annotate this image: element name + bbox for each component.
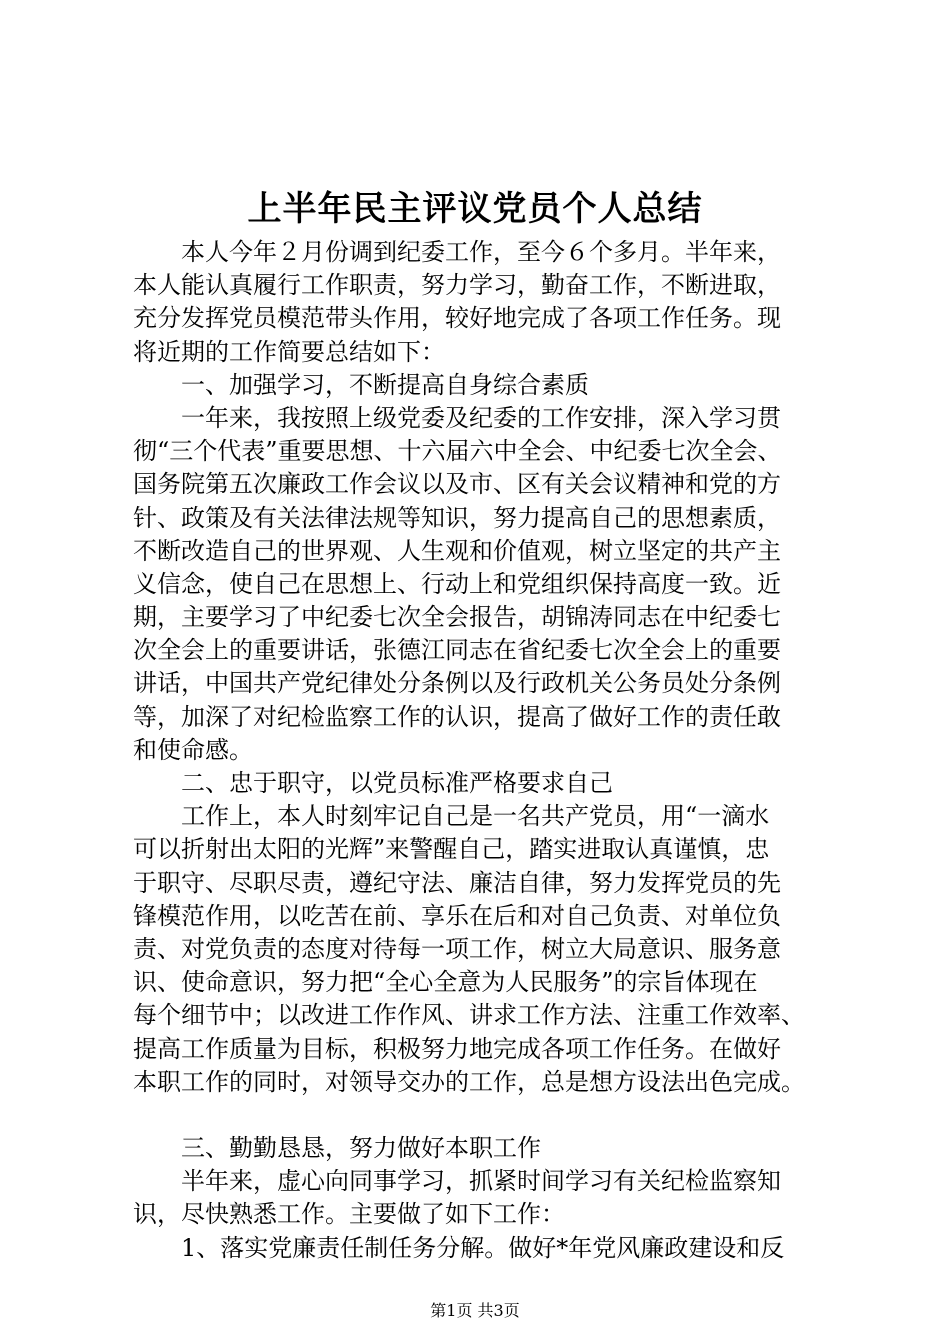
text-line: 三、勤勤恳恳，努力做好本职工作 (133, 1134, 541, 1163)
text-line: 可以折射出太阳的光辉”来警醒自己，踏实进取认真谨慎，忠 (133, 835, 770, 864)
text-line: 本人能认真履行工作职责，努力学习，勤奋工作，不断进取， (133, 271, 781, 300)
text-line: 二、忠于职守，以党员标准严格要求自己 (133, 769, 613, 797)
text-line: 针、政策及有关法律法规等知识，努力提高自己的思想素质， (133, 503, 781, 532)
document-title: 上半年民主评议党员个人总结 (247, 189, 703, 229)
text-line: 识、使命意识，努力把“全心全意为人民服务”的宗旨体现在 (133, 968, 758, 997)
text-line: 一年来，我按照上级党委及纪委的工作安排，深入学习贯 (133, 403, 781, 432)
text-line: 本人今年２月份调到纪委工作，至今６个多月。半年来， (133, 238, 781, 266)
text-line: 彻“三个代表”重要思想、十六届六中全会、中纪委七次全会、 (133, 437, 782, 466)
text-line (133, 1099, 848, 1132)
document-body (133, 236, 848, 1265)
text-line: 责、对党负责的态度对待每一项工作，树立大局意识、服务意 (133, 934, 781, 963)
text-line: 等，加深了对纪检监察工作的认识，提高了做好工作的责任敢 (133, 702, 781, 731)
text-line: 义信念，使自己在思想上、行动上和党组织保持高度一致。近 (133, 569, 781, 598)
text-line: 工作上，本人时刻牢记自己是一名共产党员，用“一滴水 (133, 802, 770, 831)
text-line: 充分发挥党员模范带头作用，较好地完成了各项工作任务。现 (133, 304, 781, 333)
text-line: 每个细节中；以改进工作作风、讲求工作方法、注重工作效率、 (133, 1001, 805, 1030)
text-line: 于职守、尽职尽责，遵纪守法、廉洁自律，努力发挥党员的先 (133, 868, 781, 897)
text-line: 识，尽快熟悉工作。主要做了如下工作： (133, 1200, 565, 1229)
text-line: 本职工作的同时，对领导交办的工作，总是想方设法出色完成。 (133, 1067, 805, 1096)
page-footer: 第1页 共3页 (430, 1301, 520, 1320)
text-line: 1、落实党廉责任制任务分解。做好*年党风廉政建设和反 (133, 1233, 785, 1262)
text-line: 将近期的工作简要总结如下： (133, 337, 445, 366)
text-line: 次全会上的重要讲话，张德江同志在省纪委七次全会上的重要 (133, 636, 781, 665)
text-line: 国务院第五次廉政工作会议以及市、区有关会议精神和党的方 (133, 470, 781, 499)
text-line: 期，主要学习了中纪委七次全会报告，胡锦涛同志在中纪委七 (133, 603, 781, 632)
text-line: 提高工作质量为目标，积极努力地完成各项工作任务。在做好 (133, 1034, 781, 1063)
text-line: 讲话，中国共产党纪律处分条例以及行政机关公务员处分条例 (133, 669, 781, 698)
text-line: 半年来，虚心向同事学习，抓紧时间学习有关纪检监察知 (133, 1167, 781, 1196)
text-line: 不断改造自己的世界观、人生观和价值观，树立坚定的共产主 (133, 536, 781, 565)
text-line: 和使命感。 (133, 735, 253, 764)
text-line: 一、加强学习，不断提高自身综合素质 (133, 370, 589, 399)
text-line: 锋模范作用，以吃苦在前、享乐在后和对自己负责、对单位负 (133, 901, 781, 930)
